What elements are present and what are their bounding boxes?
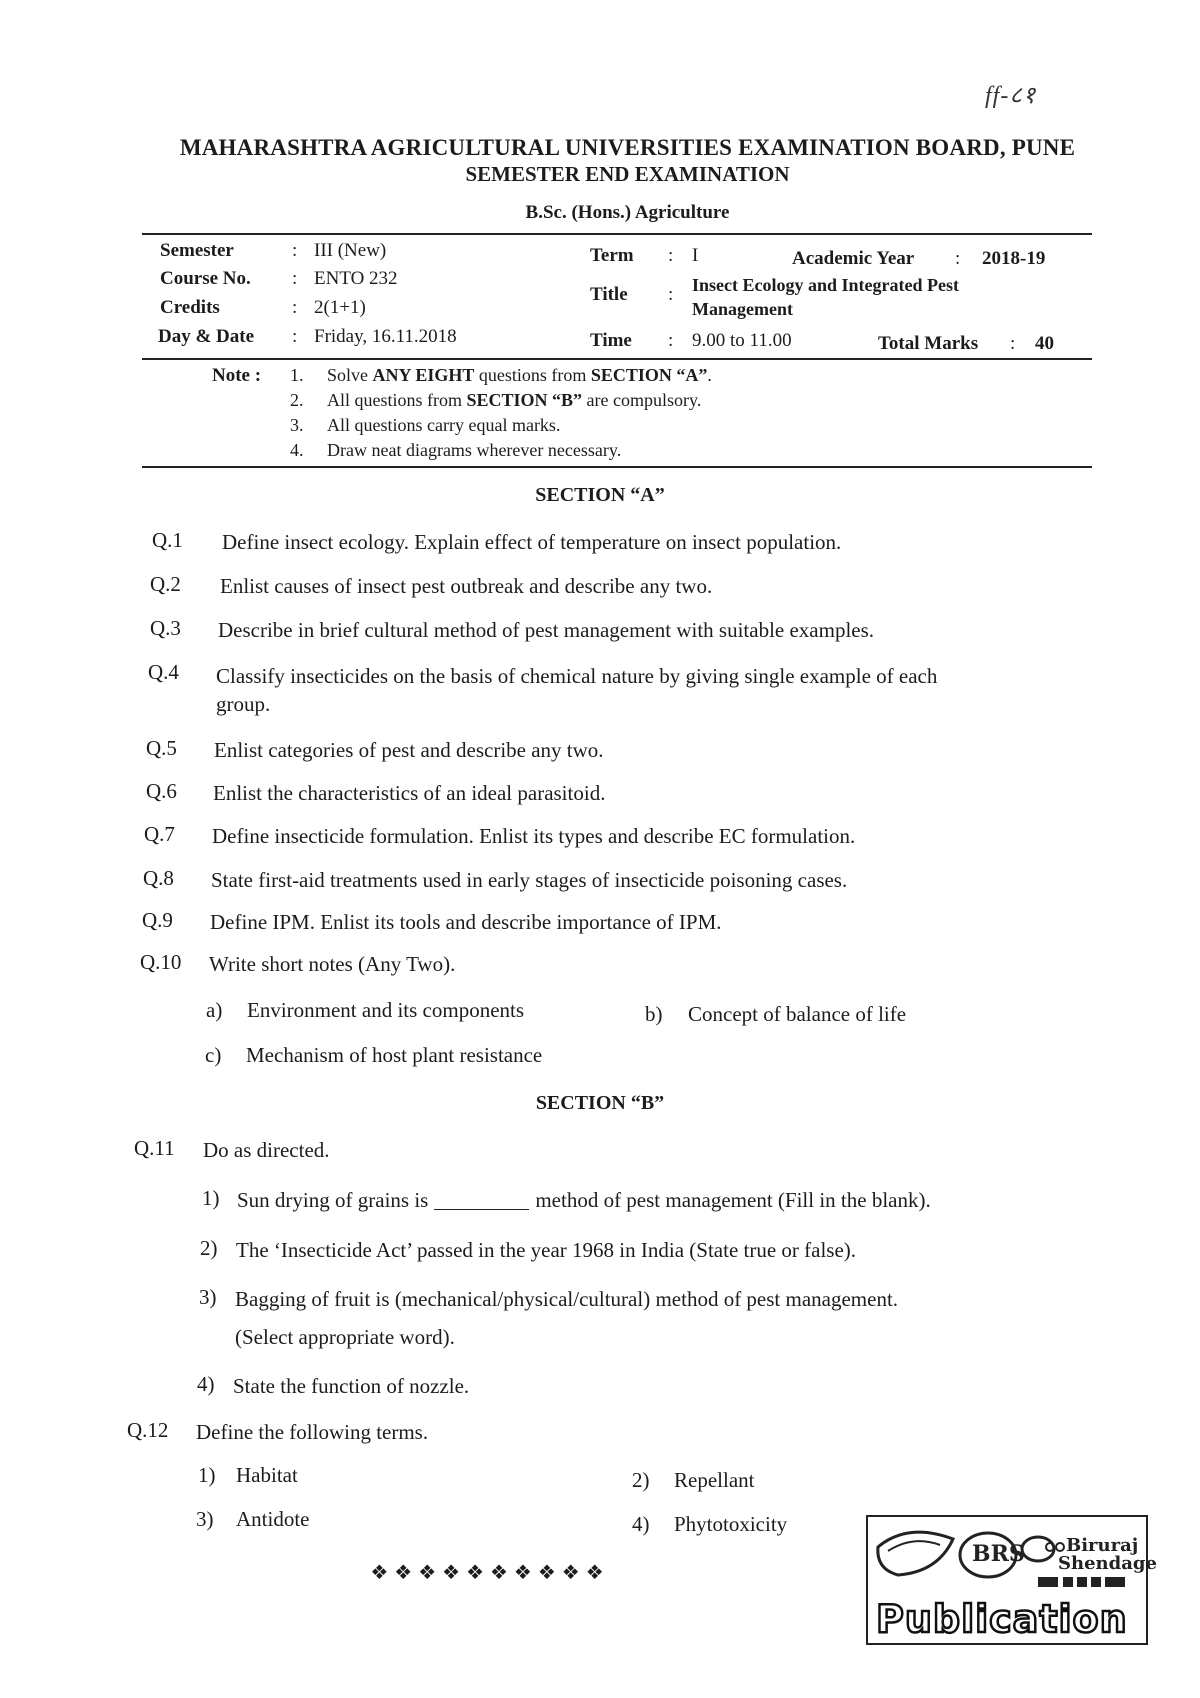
question-text: Enlist categories of pest and describe any two. [214,738,604,762]
semester-value: III (New) [314,240,387,261]
publisher-logo-graphic [868,1517,1157,1643]
course-colon: : [292,268,298,289]
publisher-logo [866,1515,1157,1645]
note-number: 3. [290,415,304,435]
question-text-continued: group. [216,692,271,716]
question-number: Q.12 [127,1418,169,1442]
question-text: Describe in brief cultural method of pest management with suitable examples. [218,618,875,642]
title-colon: : [668,284,674,305]
header-rule-top [142,233,1092,235]
term-label: 4) [632,1512,650,1536]
date-label: Day & Date [158,326,255,347]
note-item-2: All questions from SECTION “B” are compulsory. [327,390,702,410]
date-value: Friday, 16.11.2018 [314,326,457,347]
year-value: 2018-19 [982,248,1046,269]
term-label: Term [590,245,634,266]
logo-name-line1: Biruraj [1066,1535,1139,1556]
item-label: 3) [199,1285,217,1309]
year-label: Academic Year [792,248,915,269]
option-text: Concept of balance of life [688,1002,907,1026]
credits-colon: : [292,297,298,318]
item-label: 4) [197,1372,215,1396]
term-value: I [692,245,699,266]
option-text: Mechanism of host plant resistance [246,1043,543,1067]
question-number: Q.3 [150,616,181,640]
question-text: Write short notes (Any Two). [209,952,456,976]
note-item-4: Draw neat diagrams wherever necessary. [327,440,622,460]
logo-name-line2: Shendage [1058,1553,1157,1574]
logo-wordmark: Publication [876,1597,1128,1641]
header-rule-mid [142,358,1092,360]
marks-label: Total Marks [878,333,979,354]
course-value: ENTO 232 [314,268,398,289]
term-colon: : [668,245,674,266]
option-text: Environment and its components [247,998,525,1022]
note-number: 1. [290,365,304,385]
question-number: Q.10 [140,950,182,974]
question-number: Q.11 [134,1136,175,1160]
question-number: Q.1 [152,528,183,552]
time-colon: : [668,330,674,351]
question-number: Q.4 [148,660,179,684]
handwritten-code: ff-८१ [985,83,1037,109]
item-label: 1) [202,1186,220,1210]
note-number: 4. [290,440,304,460]
course-label: Course No. [160,268,251,289]
credits-value: 2(1+1) [314,297,366,318]
question-text: Define insect ecology. Explain effect of temperature on insect population. [222,530,842,554]
date-colon: : [292,326,298,347]
item-label: 2) [200,1236,218,1260]
semester-colon: : [292,240,298,261]
option-label: c) [205,1043,222,1067]
question-text: Define the following terms. [196,1420,429,1444]
item-text: State the function of nozzle. [233,1374,470,1398]
fill-in-blank-item: Sun drying of grains is method of pest management (Fill in the blank). [237,1188,931,1212]
item-text: Bagging of fruit is (mechanical/physical/cultural) method of pest management. [235,1287,899,1311]
question-text: Classify insecticides on the basis of chemical nature by giving single example of each [216,664,938,688]
term-label: 1) [198,1463,216,1487]
question-number: Q.9 [142,908,173,932]
item-text: The ‘Insecticide Act’ passed in the year 1968 in India (State true or false). [236,1238,857,1262]
question-text: Do as directed. [203,1138,330,1162]
term-label: 3) [196,1507,214,1531]
question-text: Enlist causes of insect pest outbreak and describe any two. [220,574,713,598]
board-title: MAHARASHTRA AGRICULTURAL UNIVERSITIES EXAMINATION BOARD, PUNE [179,135,1076,160]
note-rule [142,466,1092,468]
time-value: 9.00 to 11.00 [692,330,792,351]
question-number: Q.6 [146,779,177,803]
credits-label: Credits [160,297,220,318]
question-number: Q.8 [143,866,174,890]
note-number: 2. [290,390,304,410]
note-item-1: Solve ANY EIGHT questions from SECTION “A”. [327,365,712,385]
question-text: State first-aid treatments used in early stages of insecticide poisoning cases. [211,868,848,892]
exam-title: SEMESTER END EXAMINATION [465,162,790,186]
question-text: Enlist the characteristics of an ideal parasitoid. [213,781,606,805]
time-label: Time [590,330,632,351]
title-label: Title [590,284,628,305]
question-text: Define insecticide formulation. Enlist its types and describe EC formulation. [212,824,856,848]
end-marker: ❖❖❖❖❖❖❖❖❖❖ [370,1562,610,1584]
note-label: Note : [212,365,262,386]
section-a-title: SECTION “A” [535,484,665,506]
term-text: Phytotoxicity [674,1512,788,1536]
title-value-line1: Insect Ecology and Integrated Pest [692,275,959,295]
option-label: b) [645,1002,663,1026]
question-number: Q.5 [146,736,177,760]
year-colon: : [955,248,961,269]
marks-value: 40 [1035,333,1054,354]
degree-title: B.Sc. (Hons.) Agriculture [525,202,730,223]
option-label: a) [206,998,223,1022]
term-text: Habitat [236,1463,298,1487]
question-text: Define IPM. Enlist its tools and describe importance of IPM. [210,910,722,934]
title-value-line2: Management [692,299,793,319]
item-text-continued: (Select appropriate word). [235,1325,455,1349]
marks-colon: : [1010,333,1016,354]
blank-line [434,1209,529,1210]
logo-initials: BRS [972,1541,1025,1567]
question-number: Q.7 [144,822,175,846]
term-text: Antidote [236,1507,310,1531]
semester-label: Semester [160,240,234,261]
question-number: Q.2 [150,572,181,596]
term-text: Repellant [674,1468,755,1492]
note-item-3: All questions carry equal marks. [327,415,561,435]
section-b-title: SECTION “B” [535,1092,665,1114]
term-label: 2) [632,1468,650,1492]
